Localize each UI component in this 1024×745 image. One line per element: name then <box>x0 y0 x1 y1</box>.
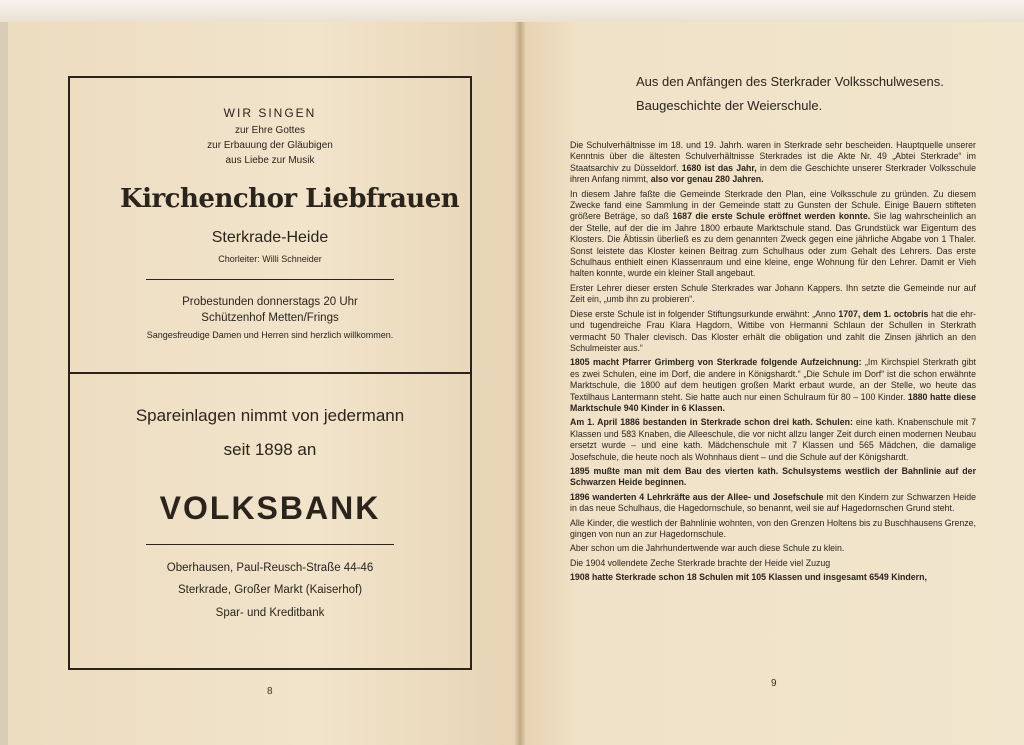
article-title: Aus den Anfängen des Sterkrader Volksschulwesens. <box>636 74 944 89</box>
page-number-left: 8 <box>267 686 273 697</box>
paragraph-11: Die 1904 vollendete Zeche Sterkrade brachte der Heide viel Zuzug <box>570 557 831 568</box>
bank-ad-rule <box>146 544 394 545</box>
bank-slogan-line1: Spareinlagen nimmt von jedermann <box>135 406 405 425</box>
rehearsal-time: Probestunden donnerstags 20 Uhr <box>182 296 358 308</box>
article-subtitle: Baugeschichte der Weierschule. <box>636 98 823 113</box>
book-gutter <box>514 22 526 745</box>
paragraph-1: Die Schulverhältnisse im 18. und 19. Jahrh. waren in Sterkrade sehr bescheiden. Hauptquelle unserer Kenntnis über die ältesten Schulverhältnisse Sterkrades ist die Akte Nr. 49 „Abtei Sterkrade“ im Staatsarchiv zu Düsseldorf. 1680 ist das Jahr, in dem die Geschichte unserer Sterkrader Volksschule ihren Anfang nimmt, also vor genau 280 Jahren. <box>570 140 976 185</box>
bank-type: Spar- und Kreditbank <box>215 607 325 619</box>
choir-director: Chorleiter: Willi Schneider <box>218 254 322 264</box>
choir-ad-line1: WIR SINGEN <box>223 106 317 120</box>
paragraph-10: Aber schon um die Jahrhundertwende war auch diese Schule zu klein. <box>570 543 845 554</box>
paragraph-8: 1896 wanderten 4 Lehrkräfte aus der Allee- und Josefschule mit den Kindern zur Schwarzen Heide in das neue Schulhaus, die Hagedornschule, so benannt, weil sie auf Hagedornschen Grund steht. <box>570 491 976 514</box>
bank-address-oberhausen: Oberhausen, Paul-Reusch-Straße 44-46 <box>166 562 374 574</box>
choir-ad-line4: aus Liebe zur Musik <box>225 155 315 166</box>
paragraph-4: Diese erste Schule ist in folgender Stiftungsurkunde erwähnt: „Anno 1707, dem 1. octobris hat die ehr- und tugendreiche Frau Klara Hagdorn, Wittibe von Hermanni Schlaun der Schullen in Sterkrath vermacht 50 Thaler clevisch. Das Kloster erhält die obligation und zahlt die Zinsen jährlich an den Schulmeister aus.“ <box>570 308 976 353</box>
choir-ad-line2: zur Ehre Gottes <box>234 125 306 136</box>
page-number-right: 9 <box>771 678 777 689</box>
paragraph-7: 1895 mußte man mit dem Bau des vierten kath. Schulsystems westlich der Bahnlinie auf der Schwarzen Heide beginnen. <box>570 465 976 488</box>
paragraph-9: Alle Kinder, die westlich der Bahnlinie wohnten, von den Grenzen Holtens bis zu Buschhausens Grenze, gingen von nun an zur Hagedornschule. <box>570 517 976 539</box>
scan-background <box>0 0 1024 22</box>
bank-name: VOLKSBANK <box>159 490 381 526</box>
choir-location: Sterkrade-Heide <box>211 229 329 246</box>
advertisement-divider <box>68 372 472 374</box>
paragraph-6: Am 1. April 1886 bestanden in Sterkrade schon drei kath. Schulen: eine kath. Knabenschule mit 7 Klassen und 583 Knaben, die Alleeschule, die vor nicht allzu langer Zeit durch einen modernen Neubau ersetzt wurde – und eine kath. Mädchenschule mit 7 Klassen und 565 Mädchen, die damalige Josefschule, die heute noch als Wohnhaus dient – und die Schule auf der Königshardt. <box>570 417 976 462</box>
rehearsal-venue: Schützenhof Metten/Frings <box>201 312 339 324</box>
paragraph-5: 1805 macht Pfarrer Grimberg von Sterkrade folgende Aufzeichnung: „Im Kirchspiel Sterkrath gibt es zwei Schulen, eine im Dorf, die andere in Königshardt.“ „Die Schule im Dorf“ ist die schon erwähnte Marktschule, die 1800 auf dem heutigen großen Markt erbaut wurde, an der Stelle, wo heute das Textilhaus Lantermann steht. Sie hatte auch nur einen Schulraum für 80 – 100 Kinder. 1880 hatte diese Marktschule 940 Kinder in 6 Klassen. <box>570 357 976 413</box>
choir-ad-line3: zur Erbauung der Gläubigen <box>207 140 333 151</box>
bank-address-sterkrade: Sterkrade, Großer Markt (Kaiserhof) <box>177 584 363 596</box>
paragraph-12: 1908 hatte Sterkrade schon 18 Schulen mit 105 Klassen und insgesamt 6549 Kindern, <box>570 572 927 583</box>
bank-slogan-line2: seit 1898 an <box>223 440 317 459</box>
choir-invitation: Sangesfreudige Damen und Herren sind herzlich willkommen. <box>146 330 394 340</box>
paragraph-3: Erster Lehrer dieser ersten Schule Sterkrades war Johann Kappers. Ihn setzte die Gemeinde nur auf Zeit ein, „umb ihn zu probieren“. <box>570 282 976 305</box>
choir-name: Kirchenchor Liebfrauen <box>120 184 460 214</box>
article-body <box>570 140 976 587</box>
paragraph-2: In diesem Jahre faßte die Gemeinde Sterkrade den Plan, eine Volksschule zu gründen. Zu diesem Zwecke fand eine Sammlung in der Gemeinde statt zu Gunsten der Schule. Einige Bauern stifteten größere Beträge, so daß 1687 die erste Schule eröffnet werden konnte. Sie lag wahrscheinlich an der Stelle, auf der die im Jahre 1800 erbaute Marktschule stand. Das Grundstück war Eigentum des Klosters. Die Äbtissin überließ es zu dem genannten Zweck gegen eine jährliche Abgabe von 1 Thaler. Sonst leistete das Kloster keinen Beitrag zum Schulhaus oder zum Gehalt des Lehrers. Das erste Schulhaus enthielt einen Klassenraum und eine kleine, enge Wohnung für den Lehrer. Damit er Vieh halten konnte, wurde ein kleiner Stall angebaut. <box>570 188 976 279</box>
choir-ad-rule <box>146 279 394 280</box>
